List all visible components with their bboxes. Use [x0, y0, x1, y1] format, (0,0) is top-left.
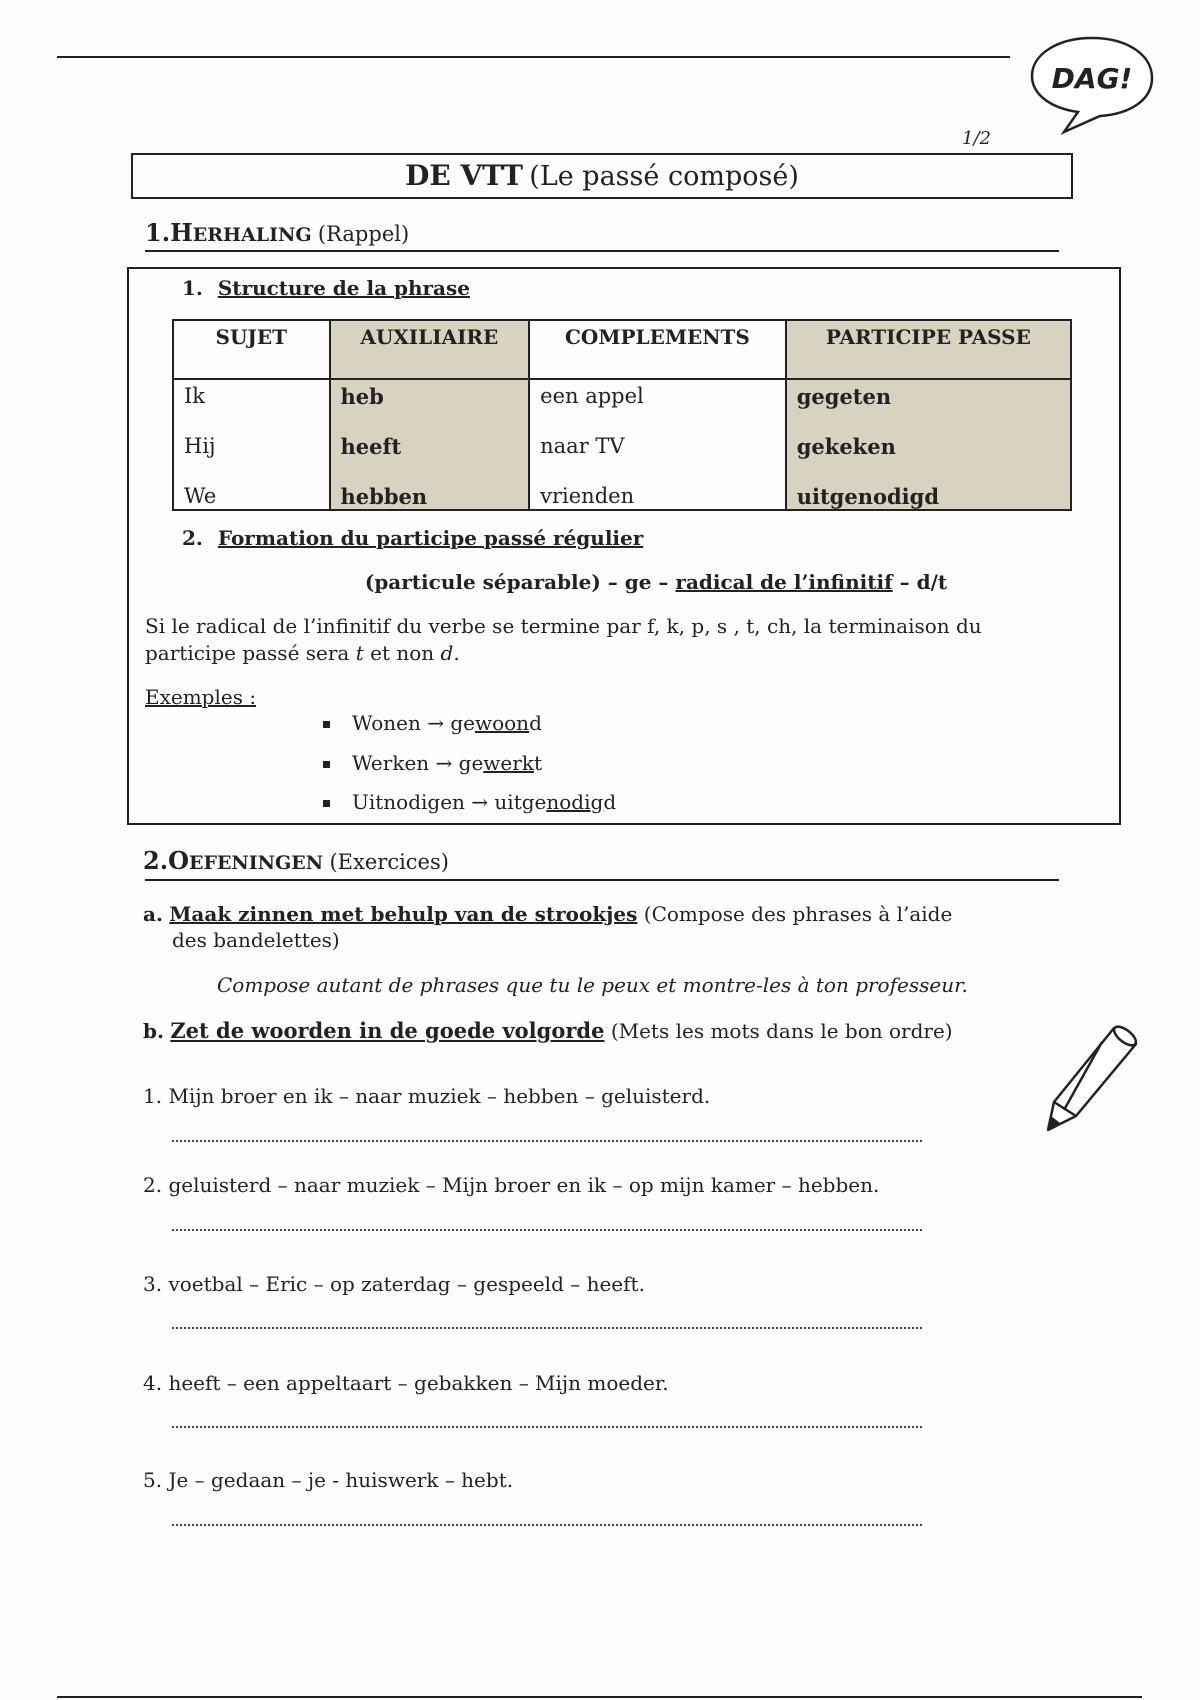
exercise-item: 5. Je – gedaan – je - huiswerk – hebt.	[143, 1468, 514, 1492]
rule-line-2	[145, 640, 1095, 667]
section-1-initial: H	[170, 218, 193, 247]
example-stem: werk	[483, 751, 534, 775]
answer-line[interactable]	[172, 1229, 922, 1231]
exercise-b-title: Zet de woorden in de goede volgorde	[170, 1018, 605, 1043]
rule-line-2-e: .	[453, 641, 460, 665]
table-cell: Hij	[173, 434, 330, 484]
exercise-b-heading	[143, 1018, 953, 1043]
example-ending: t	[533, 751, 542, 775]
table-cell: hebben	[330, 484, 530, 510]
section-2-rest: EFENINGEN	[188, 852, 324, 874]
example-verb: Uitnodigen	[352, 790, 465, 814]
structure-heading-text: Structure de la phrase	[217, 276, 470, 300]
table-cell: uitgenodigd	[786, 484, 1071, 510]
section-2-rule	[145, 879, 1059, 881]
table-cell: een appel	[529, 379, 786, 434]
bullet-icon	[323, 721, 330, 728]
table-cell: heeft	[330, 434, 530, 484]
title-box	[131, 153, 1073, 199]
formation-heading-number: 2.	[182, 526, 203, 550]
section-1-number: 1.	[145, 218, 171, 247]
formation-heading	[182, 526, 643, 550]
rule-line-1: Si le radical de l’infinitif du verbe se termine par f, k, p, s , t, ch, la terminaison du	[145, 614, 982, 638]
exercise-a-translation-1: (Compose des phrases à l’aide	[643, 902, 953, 926]
exercise-b-letter: b.	[143, 1019, 164, 1043]
structure-heading	[182, 276, 470, 300]
exercise-a-instruction: Compose autant de phrases que tu le peux et montre-les à ton professeur.	[217, 973, 968, 997]
table-row	[173, 379, 1071, 434]
rule-line-2-t: t	[355, 641, 364, 665]
table-cell: gekeken	[786, 434, 1071, 484]
answer-line[interactable]	[172, 1140, 922, 1142]
example-verb: Werken	[352, 751, 430, 775]
bottom-rule	[57, 1696, 1142, 1698]
example-verb: Wonen	[352, 711, 421, 735]
exercise-a-translation-2: des bandelettes)	[172, 928, 340, 952]
table-row	[173, 484, 1071, 510]
arrow-icon: →	[427, 711, 444, 735]
bullet-icon	[323, 761, 330, 768]
structure-table	[172, 319, 1072, 511]
table-row	[173, 434, 1071, 484]
example-item	[323, 711, 542, 735]
section-1-translation: (Rappel)	[317, 222, 410, 246]
page-title: DE VTT	[405, 159, 523, 192]
exercise-b-translation: (Mets les mots dans le bon ordre)	[610, 1019, 953, 1043]
examples-label: Exemples :	[145, 685, 257, 709]
answer-line[interactable]	[172, 1327, 922, 1329]
table-cell: naar TV	[529, 434, 786, 484]
exercise-a-letter: a.	[143, 902, 163, 926]
pencil-icon	[1036, 1020, 1148, 1132]
answer-line[interactable]	[172, 1524, 922, 1526]
exercise-item: 3. voetbal – Eric – op zaterdag – gespeeld – heeft.	[143, 1272, 645, 1296]
exercise-item: 2. geluisterd – naar muziek – Mijn broer en ik – op mijn kamer – hebben.	[143, 1173, 880, 1197]
section-1-rest: ERHALING	[192, 224, 312, 246]
formation-heading-text: Formation du participe passé régulier	[217, 526, 644, 550]
exercise-item: 4. heeft – een appeltaart – gebakken – Mijn moeder.	[143, 1371, 669, 1395]
exercise-a	[143, 901, 1043, 953]
formula-part-1: (particule séparable) – ge –	[364, 570, 676, 594]
table-header: PARTICIPE PASSE	[786, 320, 1071, 379]
table-cell: We	[173, 484, 330, 510]
table-cell: heb	[330, 379, 530, 434]
example-prefix: ge	[458, 751, 484, 775]
page-subtitle: (Le passé composé)	[529, 161, 799, 192]
formation-formula	[0, 570, 1200, 594]
rule-line-2-b: et non	[363, 641, 441, 665]
formula-part-3: – d/t	[892, 570, 948, 594]
example-item	[323, 790, 616, 814]
example-prefix: uitge	[494, 790, 547, 814]
structure-table-header	[173, 320, 1071, 379]
table-cell: vrienden	[529, 484, 786, 510]
table-header: AUXILIAIRE	[330, 320, 530, 379]
example-stem: woon	[474, 711, 530, 735]
formula-part-2: radical de l’infinitif	[675, 570, 893, 594]
answer-line[interactable]	[172, 1426, 922, 1428]
formation-rule	[145, 613, 1095, 667]
table-header: COMPLEMENTS	[529, 320, 786, 379]
exercise-item: 1. Mijn broer en ik – naar muziek – hebben – geluisterd.	[143, 1084, 711, 1108]
section-2-initial: O	[168, 846, 189, 875]
rule-line-2-a: participe passé sera	[145, 641, 356, 665]
page-number: 1/2	[962, 128, 991, 149]
section-1-heading	[145, 218, 409, 247]
structure-heading-number: 1.	[182, 276, 203, 300]
arrow-icon: →	[471, 790, 489, 814]
section-2-translation: (Exercices)	[329, 850, 449, 874]
top-rule	[57, 56, 1010, 58]
table-header: SUJET	[173, 320, 330, 379]
rule-line-2-d: d	[440, 641, 454, 665]
bullet-icon	[323, 800, 330, 807]
example-item	[323, 751, 542, 775]
table-cell: gegeten	[786, 379, 1071, 434]
section-1-rule	[145, 250, 1059, 252]
example-ending: d	[529, 711, 542, 735]
example-ending: d	[603, 790, 617, 814]
example-prefix: ge	[450, 711, 475, 735]
example-stem: nodig	[546, 790, 604, 814]
exercise-a-title: Maak zinnen met behulp van de strookjes	[169, 902, 638, 926]
table-cell: Ik	[173, 379, 330, 434]
section-2-number: 2.	[143, 846, 169, 875]
section-2-heading	[143, 846, 449, 875]
speech-bubble-text: DAG!	[1051, 62, 1133, 95]
speech-bubble-icon	[1026, 32, 1158, 136]
arrow-icon: →	[435, 751, 453, 775]
